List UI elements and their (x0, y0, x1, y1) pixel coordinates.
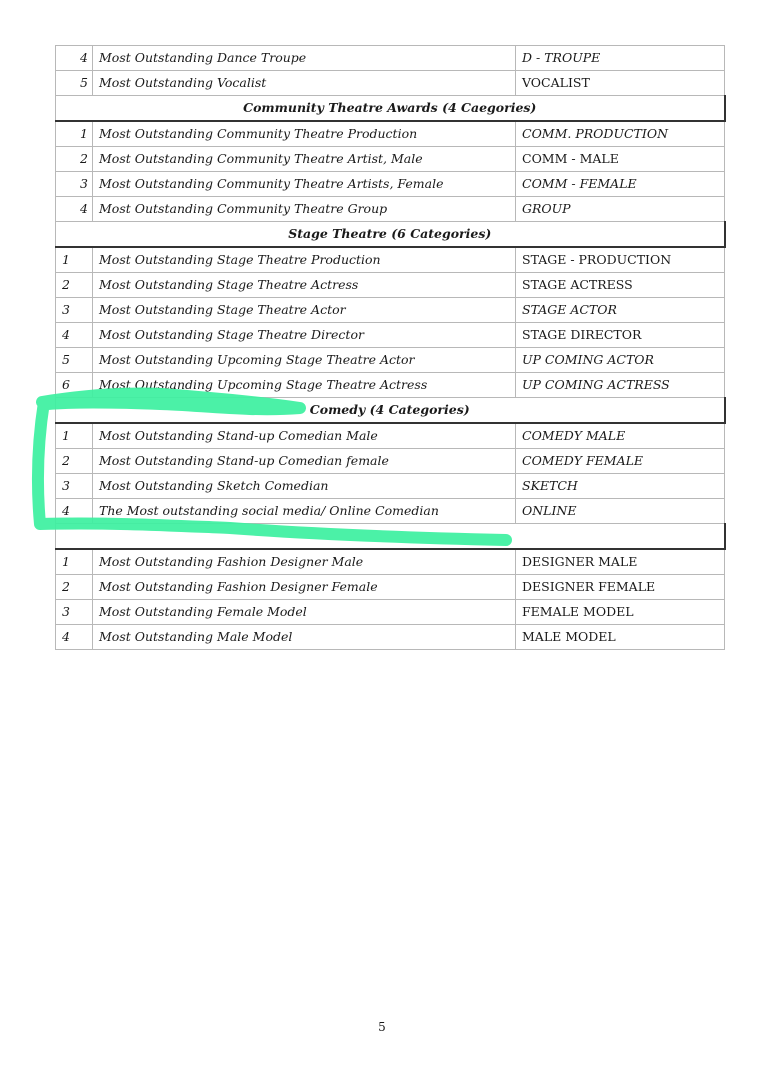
category-title: Most Outstanding Sketch Comedian (93, 474, 516, 499)
section-header-row (56, 398, 725, 424)
table-row (56, 600, 725, 625)
table-row (56, 449, 725, 474)
row-number: 3 (56, 298, 93, 323)
section-title: Stage Theatre (6 Categories) (56, 222, 725, 248)
table-row (56, 46, 725, 71)
category-title: Most Outstanding Community Theatre Group (93, 197, 516, 222)
row-number: 1 (56, 549, 93, 575)
category-code: COMM - FEMALE (516, 172, 725, 197)
table-row (56, 172, 725, 197)
category-title: Most Outstanding Stage Theatre Actress (93, 273, 516, 298)
category-code: STAGE DIRECTOR (516, 323, 725, 348)
category-title: Most Outstanding Community Theatre Artist, Male (93, 147, 516, 172)
table-row (56, 197, 725, 222)
category-title: Most Outstanding Dance Troupe (93, 46, 516, 71)
table-row (56, 625, 725, 650)
section-header-row (56, 222, 725, 248)
category-code: STAGE - PRODUCTION (516, 247, 725, 273)
row-number: 5 (56, 71, 93, 96)
category-title: Most Outstanding Fashion Designer Male (93, 549, 516, 575)
category-title: Most Outstanding Stand-up Comedian Male (93, 423, 516, 449)
section-title: Community Theatre Awards (4 Caegories) (56, 96, 725, 122)
section-title (56, 524, 725, 550)
category-title: Most Outstanding Community Theatre Production (93, 121, 516, 147)
row-number: 2 (56, 147, 93, 172)
table-row (56, 298, 725, 323)
category-code: VOCALIST (516, 71, 725, 96)
category-title: Most Outstanding Upcoming Stage Theatre Actress (93, 373, 516, 398)
row-number: 2 (56, 449, 93, 474)
row-number: 5 (56, 348, 93, 373)
row-number: 3 (56, 474, 93, 499)
category-code: COMM. PRODUCTION (516, 121, 725, 147)
row-number: 2 (56, 575, 93, 600)
row-number: 4 (56, 323, 93, 348)
row-number: 1 (56, 121, 93, 147)
row-number: 4 (56, 46, 93, 71)
category-code: STAGE ACTOR (516, 298, 725, 323)
category-title: Most Outstanding Female Model (93, 600, 516, 625)
table-body (56, 46, 725, 650)
table-row (56, 273, 725, 298)
row-number: 4 (56, 197, 93, 222)
category-title: Most Outstanding Upcoming Stage Theatre Actor (93, 348, 516, 373)
table-row (56, 71, 725, 96)
category-code: UP COMING ACTRESS (516, 373, 725, 398)
category-code: COMM - MALE (516, 147, 725, 172)
section-header-row (56, 524, 725, 550)
table-row (56, 499, 725, 524)
category-code: DESIGNER FEMALE (516, 575, 725, 600)
awards-category-table (55, 45, 726, 650)
table-row (56, 121, 725, 147)
table-row (56, 147, 725, 172)
category-title: The Most outstanding social media/ Online Comedian (93, 499, 516, 524)
category-code: GROUP (516, 197, 725, 222)
category-code: COMEDY FEMALE (516, 449, 725, 474)
section-header-row (56, 96, 725, 122)
row-number: 4 (56, 625, 93, 650)
category-code: COMEDY MALE (516, 423, 725, 449)
category-code: FEMALE MODEL (516, 600, 725, 625)
section-title: Comedy (4 Categories) (56, 398, 725, 424)
category-title: Most Outstanding Community Theatre Artists, Female (93, 172, 516, 197)
table-row (56, 474, 725, 499)
category-title: Most Outstanding Vocalist (93, 71, 516, 96)
table-row (56, 423, 725, 449)
category-title: Most Outstanding Stage Theatre Production (93, 247, 516, 273)
row-number: 1 (56, 247, 93, 273)
category-title: Most Outstanding Stage Theatre Actor (93, 298, 516, 323)
category-title: Most Outstanding Male Model (93, 625, 516, 650)
category-code: UP COMING ACTOR (516, 348, 725, 373)
category-title: Most Outstanding Stage Theatre Director (93, 323, 516, 348)
table-row (56, 575, 725, 600)
table-row (56, 373, 725, 398)
category-code: D - TROUPE (516, 46, 725, 71)
category-code: DESIGNER MALE (516, 549, 725, 575)
row-number: 3 (56, 172, 93, 197)
category-title: Most Outstanding Stand-up Comedian female (93, 449, 516, 474)
category-code: SKETCH (516, 474, 725, 499)
page-number: 5 (378, 1020, 386, 1034)
table-row (56, 323, 725, 348)
row-number: 6 (56, 373, 93, 398)
table-row (56, 348, 725, 373)
category-code: MALE MODEL (516, 625, 725, 650)
table-row (56, 247, 725, 273)
category-code: STAGE ACTRESS (516, 273, 725, 298)
category-code: ONLINE (516, 499, 725, 524)
row-number: 2 (56, 273, 93, 298)
row-number: 4 (56, 499, 93, 524)
table-row (56, 549, 725, 575)
row-number: 3 (56, 600, 93, 625)
category-title: Most Outstanding Fashion Designer Female (93, 575, 516, 600)
row-number: 1 (56, 423, 93, 449)
